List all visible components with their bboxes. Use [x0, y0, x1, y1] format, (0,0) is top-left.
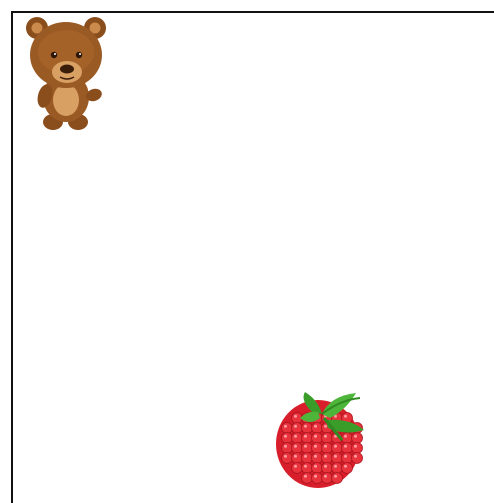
drupelet	[342, 443, 353, 454]
drupelet-highlight	[314, 445, 317, 448]
drupelet-highlight	[304, 455, 307, 458]
drupelet-highlight	[334, 445, 337, 448]
drupelet	[312, 473, 323, 484]
drupelet-highlight	[324, 455, 327, 458]
drupelet	[282, 423, 293, 434]
drupelet-highlight	[314, 425, 317, 428]
drupelet	[302, 423, 313, 434]
drupelet-highlight	[294, 425, 297, 428]
drupelet-highlight	[354, 435, 357, 438]
drupelet	[332, 453, 343, 464]
drupelet	[342, 453, 353, 464]
drupelet-highlight	[344, 435, 347, 438]
drupelet	[352, 433, 363, 444]
drupelet	[282, 453, 293, 464]
board-cell[interactable]	[13, 381, 134, 503]
drupelet-highlight	[294, 445, 297, 448]
board-cell[interactable]	[257, 258, 380, 381]
board-cell[interactable]	[380, 381, 494, 503]
drupelet-highlight	[314, 465, 317, 468]
drupelet	[302, 433, 313, 444]
drupelet-highlight	[324, 435, 327, 438]
board-cell[interactable]	[134, 135, 257, 258]
drupelet-highlight	[304, 435, 307, 438]
board-cell[interactable]	[134, 13, 257, 135]
drupelet	[282, 433, 293, 444]
board-cell[interactable]	[380, 135, 494, 258]
drupelet-highlight	[344, 415, 347, 418]
drupelet	[312, 423, 323, 434]
drupelet	[302, 463, 313, 474]
drupelet	[322, 473, 333, 484]
drupelet	[322, 453, 333, 464]
drupelet	[282, 443, 293, 454]
drupelet-highlight	[284, 435, 287, 438]
drupelet	[322, 433, 333, 444]
drupelet-highlight	[324, 465, 327, 468]
drupelet	[292, 443, 303, 454]
drupelet	[292, 453, 303, 464]
drupelet-highlight	[284, 425, 287, 428]
drupelet	[302, 453, 313, 464]
drupelet-highlight	[314, 435, 317, 438]
drupelet-highlight	[324, 445, 327, 448]
drupelet-highlight	[354, 455, 357, 458]
drupelet	[352, 453, 363, 464]
drupelet	[312, 433, 323, 444]
drupelet	[332, 443, 343, 454]
drupelet-highlight	[304, 445, 307, 448]
drupelet	[292, 433, 303, 444]
drupelet-highlight	[304, 425, 307, 428]
board-cell[interactable]	[257, 13, 380, 135]
drupelet	[292, 423, 303, 434]
drupelet-highlight	[294, 465, 297, 468]
board-cell[interactable]	[13, 258, 134, 381]
drupelet-highlight	[284, 445, 287, 448]
drupelet	[332, 463, 343, 474]
drupelet-highlight	[324, 475, 327, 478]
drupelet	[312, 463, 323, 474]
drupelet	[312, 443, 323, 454]
drupelet-highlight	[314, 455, 317, 458]
drupelet	[322, 443, 333, 454]
drupelet	[312, 453, 323, 464]
drupelet	[292, 463, 303, 474]
drupelet-highlight	[344, 455, 347, 458]
drupelet	[302, 443, 313, 454]
drupelet-highlight	[304, 475, 307, 478]
board-cell[interactable]	[134, 381, 257, 503]
drupelet-highlight	[344, 445, 347, 448]
drupelet-highlight	[294, 435, 297, 438]
drupelet-highlight	[304, 465, 307, 468]
drupelet-highlight	[294, 415, 297, 418]
drupelet	[322, 463, 333, 474]
drupelet	[302, 473, 313, 484]
board-cell[interactable]	[134, 258, 257, 381]
board-cell[interactable]	[13, 135, 134, 258]
drupelet-highlight	[334, 475, 337, 478]
drupelet-highlight	[354, 445, 357, 448]
drupelet	[342, 433, 353, 444]
board-cell[interactable]	[380, 258, 494, 381]
drupelet-highlight	[314, 475, 317, 478]
drupelet-highlight	[284, 455, 287, 458]
drupelet-highlight	[344, 465, 347, 468]
drupelet	[332, 473, 343, 484]
drupelet-highlight	[294, 455, 297, 458]
drupelet	[342, 463, 353, 474]
drupelet-highlight	[324, 425, 327, 428]
board-cell[interactable]	[380, 13, 494, 135]
board-cell[interactable]	[257, 135, 380, 258]
drupelet	[352, 443, 363, 454]
drupelet-highlight	[334, 455, 337, 458]
drupelet-highlight	[334, 465, 337, 468]
